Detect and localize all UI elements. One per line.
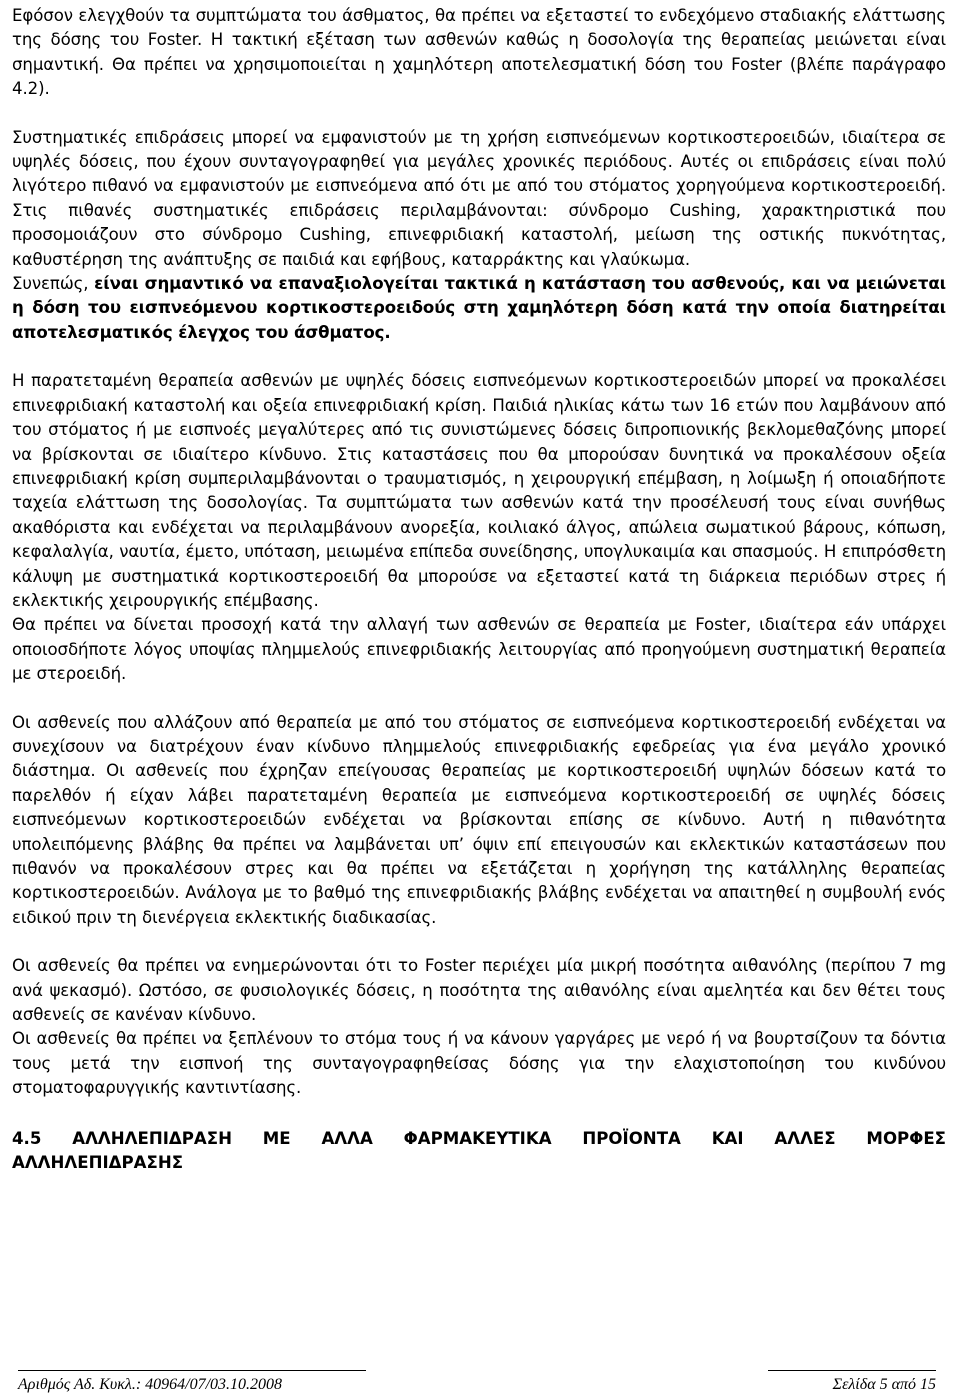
paragraph-adrenal-suppression: Η παρατεταμένη θεραπεία ασθενών με υψηλές δόσεις εισπνεόμενων κορτικοστεροειδών μπορεί να προκαλέσει επινεφριδιακή καταστολή και οξεία επινεφριδιακή κρίση. Παιδιά ηλικίας κάτω των 16 ετών που λαμβάνουν από του στόματος ή με εισπνοές μεγαλύτερες από τις συνιστώμενες δόσεις διπροπιονικής βεκλομεθαζόνης μπορεί να βρίσκονται σε ιδιαίτερο κίνδυνο. Στις καταστάσεις που θα μπορούσαν δυνητικά να προκαλέσουν οξεία επινεφριδιακή κρίση συμπεριλαμβάνονται ο τραυματισμός, η χειρουργική επέμβαση, η λοίμωξη ή οποιαδήποτε ταχεία ελάττωση της δοσολογίας. Τα συμπτώματα των ασθενών κατά την προσέλευσή τους είναι συνήθως ακαθόριστα και ενδέχεται να περιλαμβάνουν ανορεξία, κοιλιακό άλγος, απώλεια σωματικού βάρους, κόπωση, κεφαλαλγία, ναυτία, έμετο, υπόταση, μειωμένα επίπεδα συνείδησης, υπογλυκαιμία και σπασμούς. Η επιπρόσθετη κάλυψη με συστηματικά κορτικοστεροειδή θα μπορούσε να εξεταστεί κατά τη διάρκεια περιόδων στρες ή εκλεκτικής χειρουργικής επέμβασης. — [12, 371, 946, 610]
spacer — [12, 102, 946, 126]
paragraph-ethanol: Οι ασθενείς θα πρέπει να ενημερώνονται ότι το Foster περιέχει μία μικρή ποσότητα αιθανόλης (περίπου 7 mg ανά ψεκασμό). Ωστόσο, σε φυσιολογικές δόσεις, η ποσότητα της αιθανόλης είναι αμελητέα και δεν θέτει τους ασθενείς σε κανέναν κίνδυνο. — [12, 956, 946, 1025]
section-heading-continuation: ΑΛΛΗΛΕΠΙΔΡΑΣΗΣ — [12, 1153, 184, 1173]
paragraph-mouth-rinse: Οι ασθενείς θα πρέπει να ξεπλένουν το στόμα τους ή να κάνουν γαργάρες με νερό ή να βουρτσίζουν τα δόντια τους μετά την εισπνοή της συνταγογραφηθείσας δόσης για την ελαχιστοποίηση του κινδύνου στοματοφαρυγγικής καντιντίασης. — [12, 1029, 946, 1098]
footer-rule-left — [18, 1370, 366, 1371]
footer-rule-right — [768, 1370, 936, 1371]
paragraph-systemic-effects: Συστηματικές επιδράσεις μπορεί να εμφανιστούν με τη χρήση εισπνεόμενων κορτικοστεροειδών, ιδιαίτερα σε υψηλές δόσεις, που έχουν συνταγογραφηθεί για μεγάλες χρονικές περιόδους. Αυτές οι επιδράσεις είναι πολύ λιγότερο πιθανό να εμφανιστούν με εισπνεόμενα από ότι με από του στόματος χορηγούμενα κορτικοστεροειδή. Στις πιθανές συστηματικές επιδράσεις περιλαμβάνονται: σύνδρομο Cushing, χαρακτηριστικά που προσομοιάζουν στο σύνδρομο Cushing, επινεφριδιακή καταστολή, μείωση της οστικής πυκνότητας, καθυστέρηση της ανάπτυξης σε παιδιά και εφήβους, καταρράκτης και γλαύκωμα. — [12, 127, 946, 269]
paragraph-reassessment — [12, 272, 946, 345]
license-number: Αριθμός Αδ. Κυκλ.: 40964/07/03.10.2008 — [18, 1376, 283, 1393]
paragraph-reassessment-emphasis: είναι σημαντικό να επαναξιολογείται τακτικά η κατάσταση του ασθενούς, και να μειώνεται η δόση του εισπνεόμενου κορτικοστεροειδούς στη χαμηλότερη δόση κατά την οποία διατηρείται αποτελεσματικός έλεγχος του άσθματος. — [12, 274, 946, 342]
spacer — [12, 930, 946, 954]
page-number: Σελίδα 5 από 15 — [832, 1376, 936, 1393]
page-footer — [18, 1370, 936, 1392]
paragraph-dose-reduction: Εφόσον ελεγχθούν τα συμπτώματα του άσθματος, θα πρέπει να εξεταστεί το ενδεχόμενο σταδιακής ελάττωσης της δόσης του Foster. Η τακτική εξέταση των ασθενών καθώς η δοσολογία της θεραπείας μειώνεται είναι σημαντική. Θα πρέπει να χρησιμοποιείται η χαμηλότερη αποτελεσματική δόση του Foster (βλέπε παράγραφο 4.2). — [12, 6, 946, 99]
spacer — [12, 345, 946, 369]
paragraph-transfer-caution: Θα πρέπει να δίνεται προσοχή κατά την αλλαγή των ασθενών σε θεραπεία με Foster, ιδιαίτερα εάν υπάρχει οποιοσδήποτε λόγος υποψίας πλημμελούς επινεφριδιακής λειτουργίας από προηγούμενη συστηματική θεραπεία με στεροειδή. — [12, 615, 946, 684]
section-heading: 4.5 ΑΛΛΗΛΕΠΙΔΡΑΣΗ ΜΕ ΑΛΛΑ ΦΑΡΜΑΚΕΥΤΙΚΑ ΠΡΟΪΟΝΤΑ ΚΑΙ ΑΛΛΕΣ ΜΟΡΦΕΣ — [12, 1128, 946, 1148]
paragraph-oral-to-inhaled: Οι ασθενείς που αλλάζουν από θεραπεία με από του στόματος σε εισπνεόμενα κορτικοστεροειδή ενδέχεται να συνεχίσουν να διατρέχουν έναν κίνδυνο πλημμελούς επινεφριδιακής εφεδρείας για ένα μεγάλο χρονικό διάστημα. Οι ασθενείς που έχρηζαν επείγουσας θεραπείας με κορτικοστεροειδή υψηλών δόσεων κατά το παρελθόν ή είχαν λάβει παρατεταμένη θεραπεία με εισπνεόμενα κορτικοστεροειδή σε υψηλές δόσεις εισπνεόμενων κορτικοστεροειδών ενδέχεται να βρίσκονται επίσης σε κίνδυνο. Αυτή η πιθανότητα υπολειπόμενης βλάβης θα πρέπει να λαμβάνεται υπ’ όψιν επί επειγουσών και εκλεκτικών καταστάσεων που πιθανόν να προκαλέσουν στρες και θα πρέπει να εξετάζεται η χορήγηση της κατάλληλης θεραπείας κορτικοστεροειδών. Ανάλογα με το βαθμό της επινεφριδιακής βλάβης ενδέχεται να απαιτηθεί η συμβουλή ενός ειδικού πριν τη διενέργεια εκλεκτικής διαδικασίας. — [12, 712, 946, 927]
spacer — [12, 687, 946, 711]
paragraph-reassessment-lead: Συνεπώς, — [12, 274, 95, 294]
